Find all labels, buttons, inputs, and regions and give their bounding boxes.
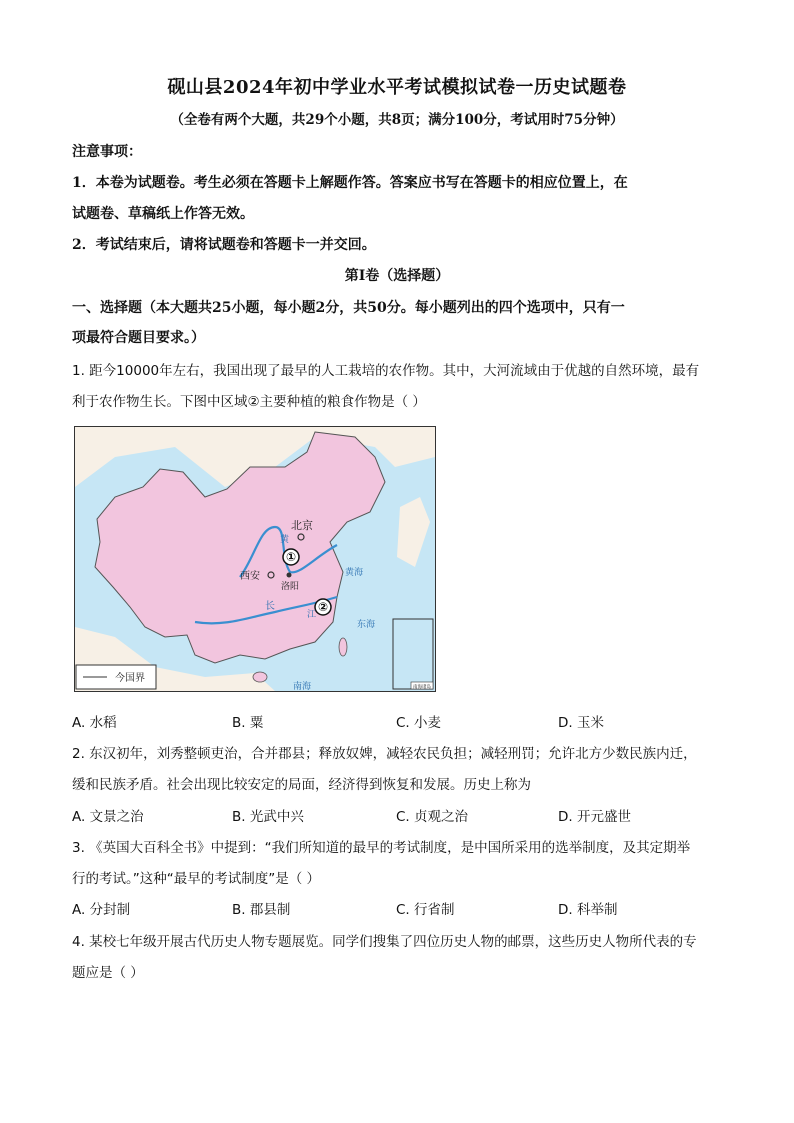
question-1-option-d: D. 玉米 <box>558 715 604 731</box>
notes-heading: 注意事项： <box>72 144 142 160</box>
question-1-map <box>74 426 436 692</box>
question-1-option-b: B. 粟 <box>232 715 264 731</box>
question-3-option-a: A. 分封制 <box>72 902 131 918</box>
japan-land <box>397 497 430 567</box>
question-3-option-c: C. 行省制 <box>396 902 455 918</box>
question-1-line-1: 1. 距今10000年左右，我国出现了最早的人工栽培的农作物。其中，大河流域由于优越的自然环境，最有 <box>72 363 700 379</box>
question-2-option-a: A. 文景之治 <box>72 809 144 825</box>
taiwan-island <box>339 638 347 656</box>
label-luoyang: 洛阳 <box>281 582 300 592</box>
question-2-option-c: C. 贞观之治 <box>396 809 469 825</box>
label-huang: 黄 <box>280 535 290 545</box>
question-3-option-d: D. 科举制 <box>558 902 618 918</box>
legend-label: 今国界 <box>115 673 145 684</box>
question-1-option-a: A. 水稻 <box>72 715 117 731</box>
notes-item-2: 2．考试结束后，请将试题卷和答题卡一并交回。 <box>72 237 376 253</box>
question-2-option-d: D. 开元盛世 <box>558 809 631 825</box>
question-2-line-2: 缓和民族矛盾。社会出现比较安定的局面，经济得到恢复和发展。历史上称为 <box>72 777 531 793</box>
section-instruction-line-2: 项最符合题目要求。） <box>72 330 205 346</box>
label-chang: 长 <box>265 601 275 612</box>
exam-title: 砚山县2024年初中学业水平考试模拟试卷一历史试题卷 <box>167 77 627 98</box>
label-nanhai: 南海 <box>293 682 312 691</box>
region-1-label: ① <box>286 550 297 564</box>
section-title: 第Ⅰ卷（选择题） <box>344 268 450 284</box>
section-instruction-line-1: 一、选择题（本大题共25小题，每小题2分，共50分。每小题列出的四个选项中，只有一 <box>72 300 625 316</box>
label-huanghai: 黄海 <box>345 568 364 578</box>
exam-subtitle: （全卷有两个大题，共29个小题，共8页；满分100分，考试用时75分钟） <box>170 112 624 128</box>
question-1-line-2: 利于农作物生长。下图中区域②主要种植的粮食作物是（ ） <box>72 394 426 410</box>
question-4-line-1: 4. 某校七年级开展古代历史人物专题展览。同学们搜集了四位历史人物的邮票，这些历史人物所代表的专 <box>72 934 697 950</box>
inset-caption: 南海诸岛 <box>413 685 431 690</box>
label-jiang: 江 <box>307 610 317 620</box>
label-donghai: 东海 <box>357 620 376 630</box>
question-3-line-2: 行的考试。”这种“最早的考试制度”是（ ） <box>72 871 321 887</box>
question-2-options <box>72 805 732 825</box>
luoyang-marker <box>287 573 292 578</box>
question-2-option-b: B. 光武中兴 <box>232 809 304 825</box>
hainan-island <box>253 672 267 682</box>
label-beijing: 北京 <box>291 519 313 532</box>
question-1-option-c: C. 小麦 <box>396 715 442 731</box>
notes-item-1-line-2: 试题卷、草稿纸上作答无效。 <box>72 206 254 222</box>
notes-item-1-line-1: 1．本卷为试题卷。考生必须在答题卡上解题作答。答案应书写在答题卡的相应位置上，在 <box>72 175 628 191</box>
question-2-line-1: 2. 东汉初年，刘秀整顿吏治，合并郡县；释放奴婢，减轻农民负担；减轻刑罚；允许北方少数民族内迁， <box>72 746 697 762</box>
question-1-options <box>72 711 732 731</box>
south-sea-inset <box>393 619 433 689</box>
label-xian: 西安 <box>240 571 260 582</box>
question-3-options <box>72 898 732 918</box>
region-2-label: ② <box>318 600 329 614</box>
question-4-line-2: 题应是（ ） <box>72 965 144 981</box>
question-3-option-b: B. 郡县制 <box>232 902 291 918</box>
question-3-line-1: 3. 《英国大百科全书》中提到：“我们所知道的最早的考试制度，是中国所采用的选举制度，及其定期举 <box>72 840 691 856</box>
